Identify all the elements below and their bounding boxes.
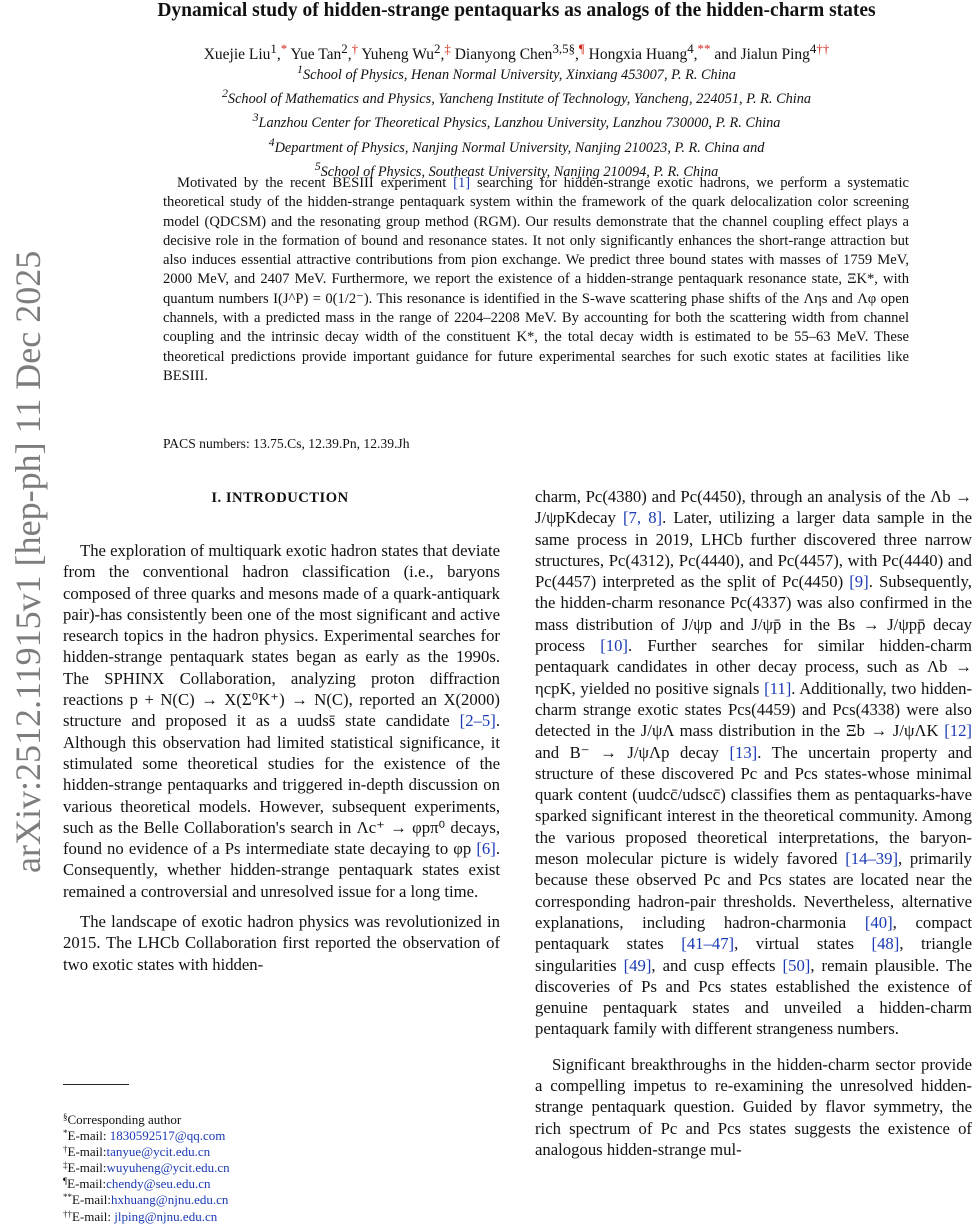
author-name: Yuheng Wu (361, 46, 435, 64)
footnote: ‡E-mail:wuyuheng@ycit.edu.cn (63, 1160, 230, 1176)
author-name: Yue Tan (290, 46, 342, 64)
affiliation: $^4$Department of Physics, Nanjing Normal University, Nanjing 210023, P. R. China and (268, 134, 765, 156)
footnote: §Corresponding author (63, 1112, 182, 1127)
paper-title: Dynamical study of hidden-strange pentaquarks as analogs of the hidden-charm states (157, 0, 876, 21)
affiliation: $^2$School of Mathematics and Physics, Yancheng Institute of Technology, Yancheng, 224051, P. R. China (221, 86, 812, 107)
abstract: Motivated by the recent BESIII experiment [1] searching for hidden-strange exotic hadrons, we perform a systematic theoretical study of the hidden-strange pentaquark system within the framework of the quark delocalization color screening model (QDCSM) and the resonating group method (RGM). Our results demonstrate that the channel coupling effect plays a decisive role in the formation of bound and resonance states. It not only significantly enhances the short-range attraction but also induces essential attractive contributions from pion exchange. We predict three bound states with masses of 1759 MeV, 2000 MeV, and 2407 MeV. Furthermore, we report the existence of a hidden-strange pentaquark resonance state, ΞK*, with quantum numbers I(J^P) = 0(1/2⁻). This resonance is identified in the S-wave scattering phase shifts of the Ληs and Λφ open channels, with a predicted mass in the range of 2204–2208 MeV. By accounting for both the scattering width from channel coupling and the intrinsic decay width of the constituent K*, the total decay width is estimated to be 55–63 MeV. These theoretical predictions provide important guidance for future experimental searches for such exotic states at facilities like BESIII. (163, 175, 909, 384)
author-name: Hongxia Huang (588, 46, 688, 64)
footnote-divider (63, 1084, 129, 1085)
citation-link[interactable]: [40] (864, 912, 893, 932)
citation-link[interactable]: [6] (476, 839, 496, 859)
author-affiliation: 4 (809, 41, 817, 56)
citation-link[interactable]: [7, 8] (623, 508, 663, 528)
affiliation: $^3$Lanzhou Center for Theoretical Physics, Lanzhou University, Lanzhou 730000, P. R. China (252, 110, 781, 132)
paragraph: Significant breakthroughs in the hidden-charm sector provide a compelling impetus to re-examining the unresolved hidden-strange pentaquark question. Guided by flavor symmetry, the rich spectrum of Pc and Pcs states suggests the existence of analogous hidden-strange mul- (535, 1054, 972, 1159)
email-link[interactable]: 1830592517@qq.com (109, 1128, 226, 1144)
footnote: **E-mail:hxhuang@njnu.edu.cn (63, 1192, 229, 1208)
citation-link[interactable]: [9] (849, 572, 869, 592)
citation-link[interactable]: [10] (600, 636, 628, 656)
footnotes (63, 1112, 500, 1225)
author-mark[interactable]: ¶ (578, 41, 585, 56)
author-affiliation: 1 (270, 41, 277, 56)
author-name: Dianyong Chen (454, 46, 553, 64)
email-link[interactable]: wuyuheng@ycit.edu.cn (106, 1160, 230, 1176)
right-column (535, 486, 972, 1160)
footnote: ††E-mail: jlping@njnu.edu.cn (63, 1208, 218, 1224)
email-link[interactable]: tanyue@ycit.edu.cn (106, 1144, 211, 1160)
email-link[interactable]: hxhuang@njnu.edu.cn (111, 1192, 229, 1208)
affiliation: $^1$School of Physics, Henan Normal University, Xinxiang 453007, P. R. China (297, 62, 736, 83)
affiliation: $^5$School of Physics, Southeast University, Nanjing 210094, P. R. China (314, 158, 719, 180)
author-name: Jialun Ping (740, 46, 810, 64)
citation-link[interactable]: [13] (729, 742, 758, 762)
author-mark[interactable]: †† (816, 41, 830, 56)
citation-link[interactable]: [2–5] (459, 711, 496, 731)
author-affiliation: 2 (341, 41, 348, 56)
author-affiliation: 3,5§ (552, 41, 576, 56)
author-name: Xuejie Liu (203, 46, 271, 64)
author-list: Xuejie Liu$^1$,* Yue Tan$^2$,† Yuheng Wu$^2$,‡ Dianyong Chen$^{3,5\S}$,¶ Hongxia Huang$^4$,** and Jialun Ping$^{4\dagger\dagger}$ (203, 41, 830, 64)
citation-link[interactable]: [12] (944, 721, 972, 741)
citation-link[interactable]: [48] (871, 934, 900, 954)
left-column (63, 540, 500, 975)
arxiv-identifier: arXiv:2512.11915v1 [hep-ph] 11 Dec 2025 (8, 250, 48, 873)
paragraph: The landscape of exotic hadron physics was revolutionized in 2015. The LHCb Collaboration first reported the observation of two exotic states with hidden- (63, 912, 500, 974)
author-mark[interactable]: † (351, 41, 359, 56)
citation-link[interactable]: [41–47] (681, 934, 735, 954)
citation-link[interactable]: [1] (453, 175, 471, 191)
paragraph: charm, Pc(4380) and Pc(4450), through an analysis of the Λb → J/ψpKdecay [7, 8]. Later, utilizing a larger data sample in the same process in 2019, LHCb further discovered three narrow structures, Pc(4312), Pc(4440), and Pc(4457), with Pc(4440) and Pc(4457) interpreted as the split of Pc(4450) [9]. Subsequently, the hidden-charm resonance Pc(4337) was also confirmed in the mass distribution of J/ψp and J/ψp̄ in the Bs → J/ψpp̄ decay process [10]. Further searches for similar hidden-charm pentaquark candidates in other decay process, such as Λb → ηcpK, yielded no positive signals [11]. Additionally, two hidden-charm strange exotic states Pcs(4459) and Pcs(4338) were also detected in the J/ψΛ mass distribution in the Ξb → J/ψΛK [12] and B⁻ → J/ψΛp decay [13]. The uncertain property and structure of these discovered Pc and Pcs states-whose minimal quark content (uudcc̄/udscc̄) classifies them as pentaquarks-have sparked significant interest in the theoretical community. Among the various proposed theoretical interpretations, the baryon-meson molecular picture is widely favored [14–39], primarily because these observed Pc and Pcs states are located near the corresponding hadron-pair thresholds. Nevertheless, alternative explanations, including hadron-charmonia [40], compact pentaquark states [41–47], virtual states [48], triangle singularities [49], and cusp effects [50], remain plausible. The discoveries of Ps and Pcs states established the existence of genuine pentaquark states and unveiled a hidden-charm pentaquark family with different strangeness numbers. (535, 487, 973, 1039)
citation-link[interactable]: [49] (623, 955, 652, 975)
author-mark[interactable]: ** (697, 41, 711, 56)
email-link[interactable]: chendy@seu.edu.cn (106, 1176, 211, 1192)
author-affiliation: 4 (687, 41, 694, 56)
citation-link[interactable]: [14–39] (845, 849, 899, 869)
paragraph: The exploration of multiquark exotic hadron states that deviate from the conventional hadron classification (i.e., baryons composed of three quarks and mesons made of a quark-antiquark pair)-has consistently been one of the most significant and active research topics in the hadron physics. Experimental searches for hidden-strange pentaquark states began as early as the 1990s. The SPHINX Collaboration, analyzing proton diffraction reactions p + N(C) → X(Σ⁰K⁺) → N(C), reported an X(2000) structure and proposed it as a uudss̄ state candidate [2–5]. Although this observation had limited statistical significance, it stimulated some theoretical studies for the existence of the hidden-strange pentaquarks and triggered in-depth discussion on various theoretical models. However, subsequent experiments, such as the Belle Collaboration's search in Λc⁺ → φpπ⁰ decays, found no evidence of a Ps intermediate state decaying to φp [6]. Consequently, whether hidden-strange pentaquark states exist remained a controversial and unresolved issue for a long time. (63, 541, 500, 901)
author-mark[interactable]: ‡ (444, 41, 451, 56)
author-mark[interactable]: * (280, 41, 288, 56)
footnote: *E-mail: 1830592517@qq.com (63, 1128, 226, 1144)
citation-link[interactable]: [50] (782, 955, 811, 975)
section-heading: I. INTRODUCTION (211, 490, 349, 506)
pacs-numbers: PACS numbers: 13.75.Cs, 12.39.Pn, 12.39.Jh (163, 436, 410, 451)
email-link[interactable]: jlping@njnu.edu.cn (114, 1208, 218, 1224)
affiliation-list (60, 60, 973, 181)
citation-link[interactable]: [11] (764, 678, 792, 698)
footnote: ¶E-mail:chendy@seu.edu.cn (63, 1176, 211, 1192)
author-affiliation: 2 (434, 41, 441, 56)
footnote: †E-mail:tanyue@ycit.edu.cn (63, 1144, 211, 1160)
